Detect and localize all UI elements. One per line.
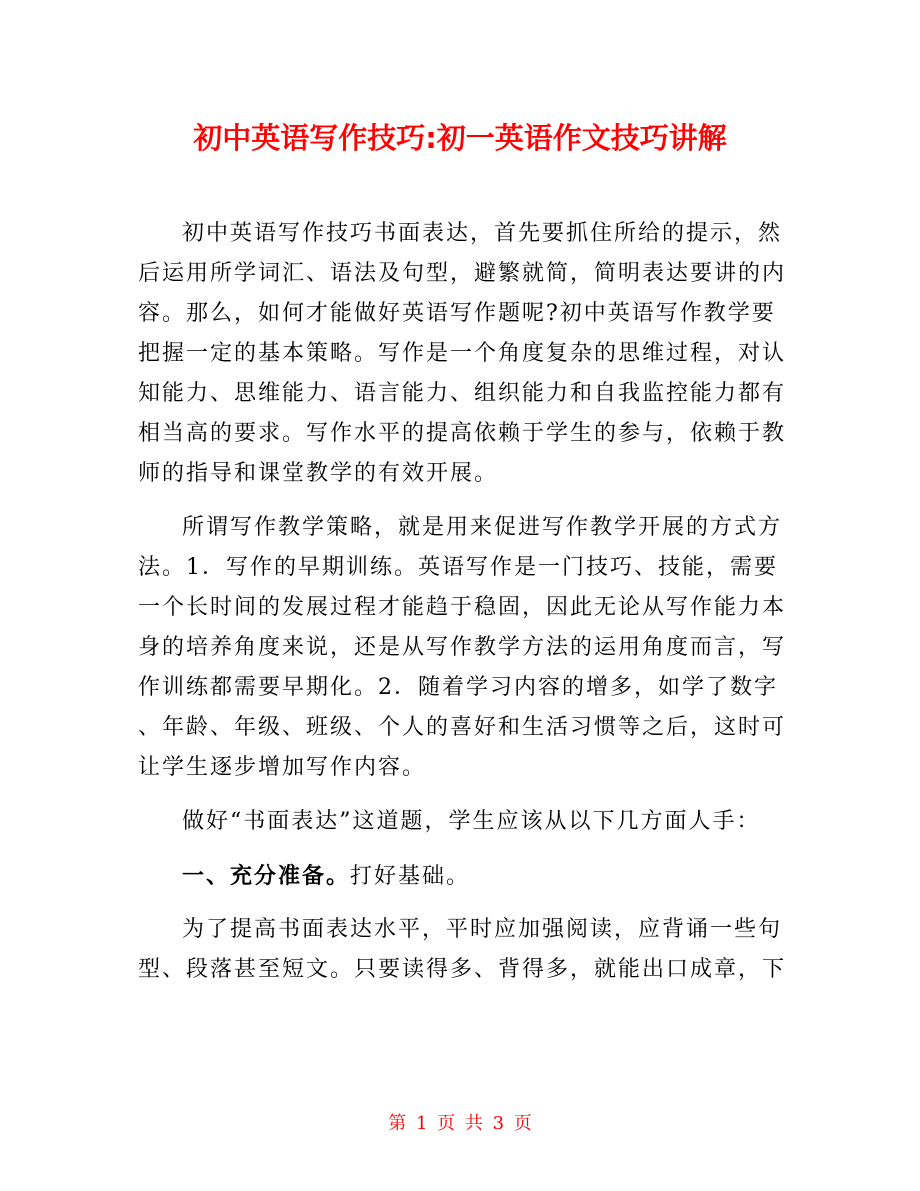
paragraph-line: 相当高的要求。写作水平的提高依赖于学生的参与，依赖于教 xyxy=(138,421,787,446)
paragraph-line: 知能力、思维能力、语言能力、组织能力和自我监控能力都有 xyxy=(138,381,787,406)
paragraph-line: 初中英语写作技巧书面表达，首先要抓住所给的提示，然 xyxy=(182,221,783,246)
paragraph-2 xyxy=(138,508,788,788)
paragraph-line xyxy=(138,856,788,896)
paragraph-line: 型、段落甚至短文。只要读得多、背得多，就能出口成章，下 xyxy=(138,957,787,982)
section-heading xyxy=(138,856,788,896)
paragraph-1 xyxy=(138,214,788,494)
paragraph-line: 做好“书面表达”这道题，学生应该从以下几方面人手： xyxy=(182,809,761,834)
paragraph-line: 、年龄、年级、班级、个人的喜好和生活习惯等之后，这时可 xyxy=(138,715,787,740)
paragraph-3 xyxy=(138,802,788,842)
paragraph-line: 后运用所学词汇、语法及句型，避繁就简，简明表达要讲的内 xyxy=(138,261,787,286)
page-number-footer: 第 1 页 共 3 页 xyxy=(388,1113,532,1134)
section-heading-text: 打好基础。 xyxy=(350,864,471,889)
paragraph-line: 所谓写作教学策略，就是用来促进写作教学开展的方式方 xyxy=(182,515,783,540)
paragraph-line: 让学生逐步增加写作内容。 xyxy=(138,755,427,780)
paragraph-line: 把握一定的基本策略。写作是一个角度复杂的思维过程，对认 xyxy=(138,341,787,366)
paragraph-line: 师的指导和课堂教学的有效开展。 xyxy=(138,461,499,486)
paragraph-line: 容。那么，如何才能做好英语写作题呢?初中英语写作教学要 xyxy=(138,301,776,326)
paragraph-5 xyxy=(138,910,788,990)
paragraph-line: 一个长时间的发展过程才能趋于稳固，因此无论从写作能力本 xyxy=(138,595,787,620)
paragraph-line: 法。1．写作的早期训练。英语写作是一门技巧、技能，需要 xyxy=(138,555,778,580)
paragraph-line: 作训练都需要早期化。2．随着学习内容的增多，如学了数字 xyxy=(138,675,778,700)
paragraph-line: 为了提高书面表达水平，平时应加强阅读，应背诵一些句 xyxy=(182,917,783,942)
paragraph-line: 身的培养角度来说，还是从写作教学方法的运用角度而言，写 xyxy=(138,635,787,660)
document-body xyxy=(138,214,788,1004)
document-title: 初中英语写作技巧:初一英语作文技巧讲解 xyxy=(193,121,727,155)
section-heading-bold: 一、充分准备。 xyxy=(182,863,351,889)
